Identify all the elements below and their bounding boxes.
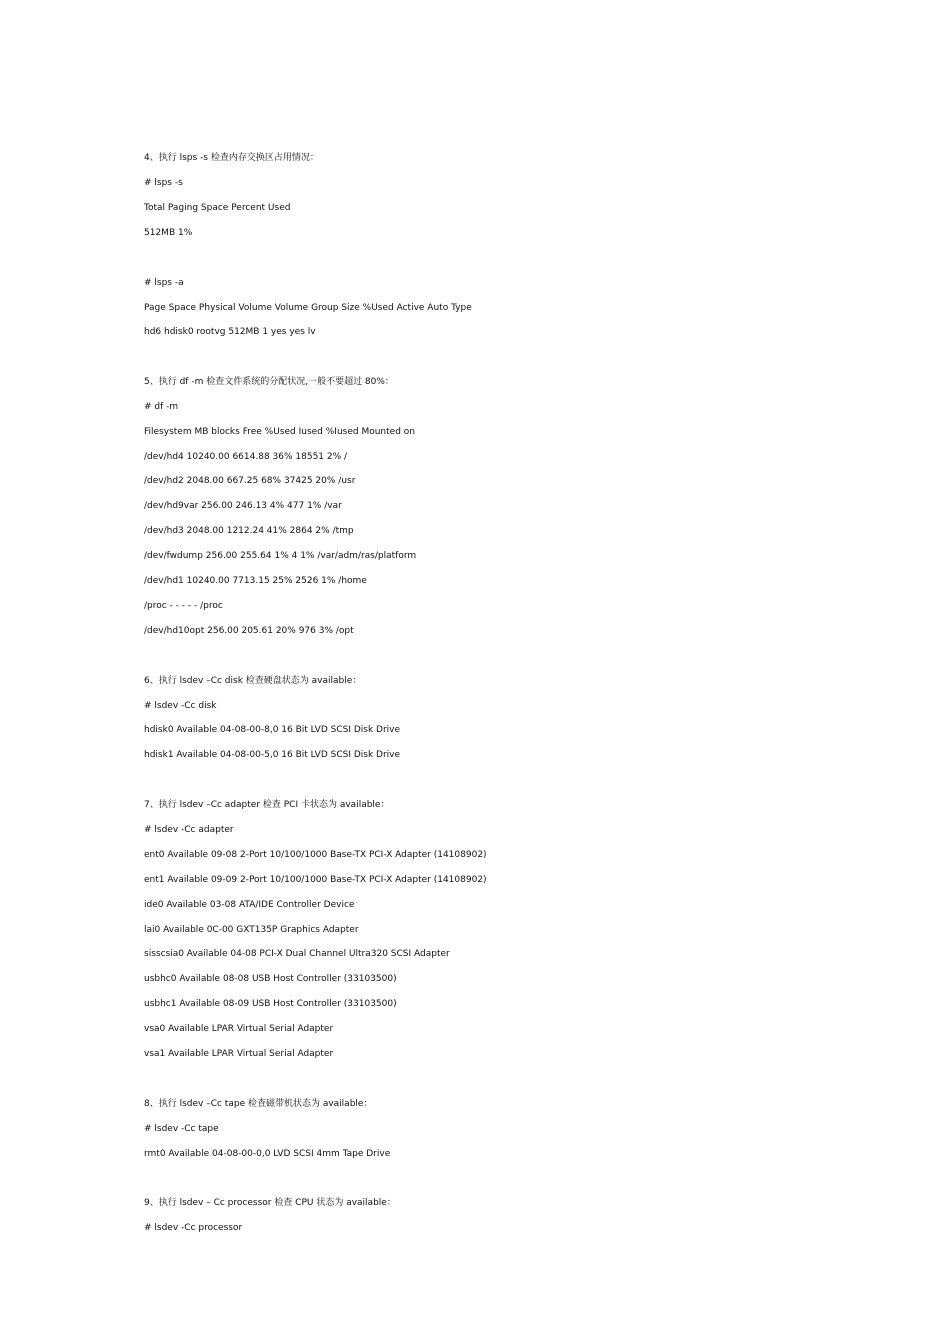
section-7-heading: 7、执行 lsdev –Cc adapter 检查 PCI 卡状态为 available： (144, 800, 390, 810)
output-line: ide0 Available 03-08 ATA/IDE Controller Device (144, 900, 355, 910)
command-line: # lsdev -Cc processor (144, 1223, 243, 1233)
output-line: vsa0 Available LPAR Virtual Serial Adapter (144, 1024, 334, 1034)
command-line: # lsdev -Cc tape (144, 1124, 219, 1134)
section-6-heading: 6、执行 lsdev –Cc disk 检查硬盘状态为 available： (144, 676, 362, 686)
output-line: /dev/hd10opt 256.00 205.61 20% 976 3% /opt (144, 626, 354, 636)
output-line: /proc - - - - - /proc (144, 601, 223, 611)
output-line: rmt0 Available 04-08-00-0,0 LVD SCSI 4mm Tape Drive (144, 1149, 391, 1159)
output-line: usbhc1 Available 08-09 USB Host Controller (33103500) (144, 999, 397, 1009)
command-line: # lsps -a (144, 278, 184, 288)
output-line: /dev/hd2 2048.00 667.25 68% 37425 20% /usr (144, 476, 356, 486)
command-line: # lsps -s (144, 178, 183, 188)
output-line: usbhc0 Available 08-08 USB Host Controller (33103500) (144, 974, 397, 984)
output-header: Filesystem MB blocks Free %Used Iused %Iused Mounted on (144, 427, 415, 437)
section-4-heading: 4、执行 lsps -s 检查内存交换区占用情况： (144, 153, 319, 163)
output-header: Total Paging Space Percent Used (144, 203, 291, 213)
output-line: vsa1 Available LPAR Virtual Serial Adapter (144, 1049, 334, 1059)
command-line: # lsdev -Cc adapter (144, 825, 234, 835)
output-line: /dev/hd9var 256.00 246.13 4% 477 1% /var (144, 501, 342, 511)
section-5-heading: 5、执行 df -m 检查文件系统的分配状况,一般不要超过 80%： (144, 377, 394, 387)
output-line: hdisk0 Available 04-08-00-8,0 16 Bit LVD SCSI Disk Drive (144, 725, 401, 735)
output-line: hd6 hdisk0 rootvg 512MB 1 yes yes lv (144, 327, 316, 337)
output-header: Page Space Physical Volume Volume Group Size %Used Active Auto Type (144, 303, 472, 313)
output-line: ent0 Available 09-08 2-Port 10/100/1000 Base-TX PCI-X Adapter (14108902) (144, 850, 487, 860)
command-line: # lsdev -Cc disk (144, 701, 217, 711)
output-line: /dev/hd4 10240.00 6614.88 36% 18551 2% / (144, 452, 348, 462)
output-line: ent1 Available 09-09 2-Port 10/100/1000 Base-TX PCI-X Adapter (14108902) (144, 875, 487, 885)
output-line: hdisk1 Available 04-08-00-5,0 16 Bit LVD SCSI Disk Drive (144, 750, 401, 760)
output-line: /dev/fwdump 256.00 255.64 1% 4 1% /var/adm/ras/platform (144, 551, 417, 561)
output-line: /dev/hd1 10240.00 7713.15 25% 2526 1% /home (144, 576, 367, 586)
output-line: lai0 Available 0C-00 GXT135P Graphics Adapter (144, 925, 359, 935)
output-line: /dev/hd3 2048.00 1212.24 41% 2864 2% /tmp (144, 526, 354, 536)
output-line: sisscsia0 Available 04-08 PCI-X Dual Channel Ultra320 SCSI Adapter (144, 949, 450, 959)
section-9-heading: 9、执行 lsdev – Cc processor 检查 CPU 状态为 available： (144, 1198, 396, 1208)
command-line: # df -m (144, 402, 179, 412)
section-8-heading: 8、执行 lsdev –Cc tape 检查磁带机状态为 available： (144, 1099, 373, 1109)
output-line: 512MB 1% (144, 228, 193, 238)
